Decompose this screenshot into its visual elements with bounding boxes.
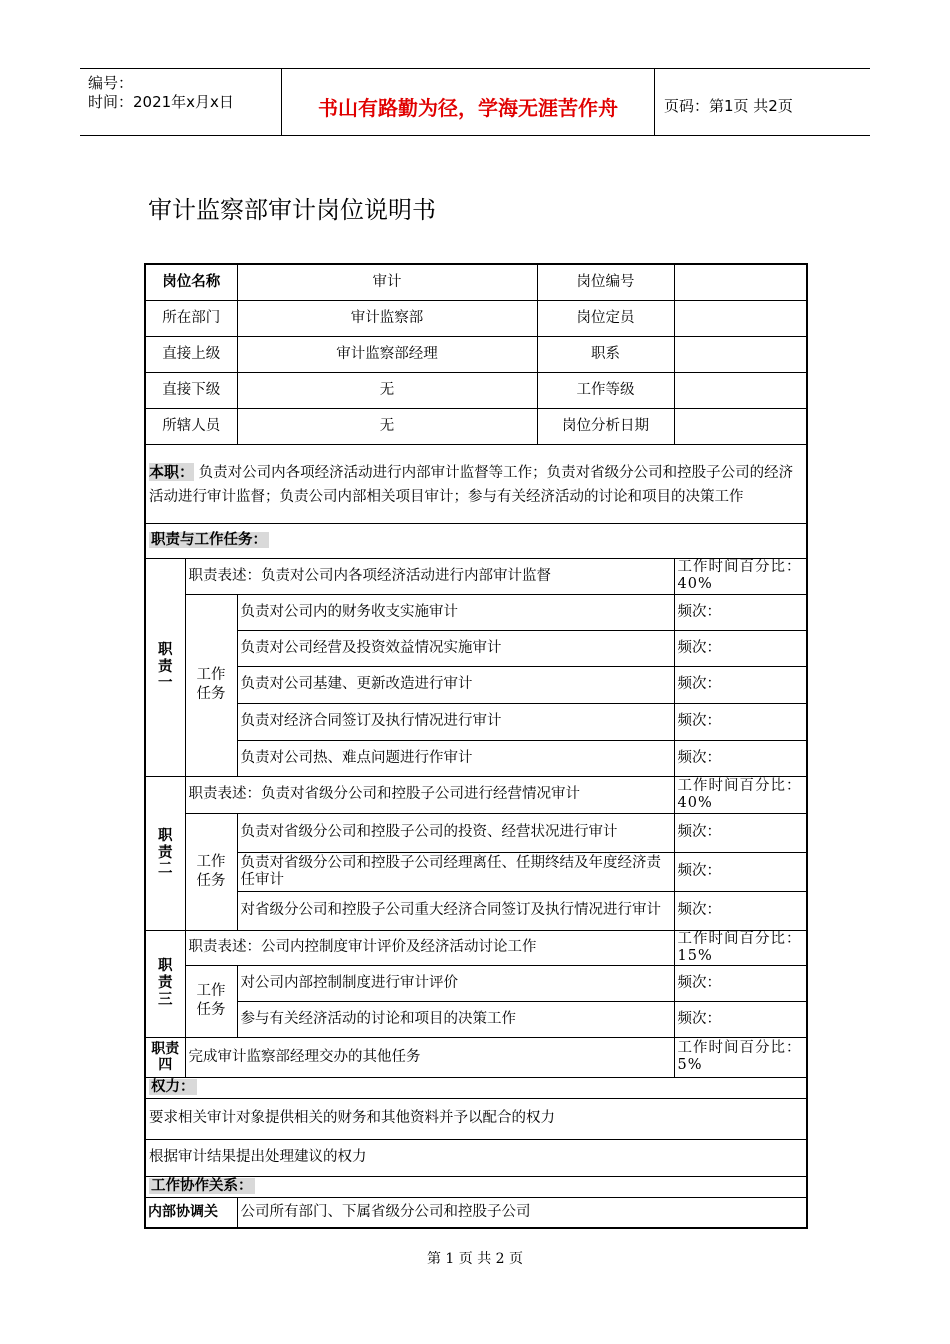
duty3-desc-row [145,930,807,965]
duties-title: 职责与工作任务： [151,532,267,549]
duty1-task-row [145,703,807,740]
value-position-name: 审计 [237,264,537,300]
header-top-rule [80,68,870,69]
duty2-task-1: 负责对省级分公司和控股子公司的投资、经营状况进行审计 [237,813,674,852]
duty4-percentage: 工作时间百分比：5% [674,1037,807,1077]
label-analysis-date: 岗位分析日期 [537,408,674,444]
duty1-label: 职责一 [145,558,185,776]
value-staff: 无 [237,408,537,444]
value-job-grade [674,372,807,408]
power-row [145,1098,807,1139]
duty1-task-2: 负责对公司经营及投资效益情况实施审计 [237,630,674,666]
power-item-1: 要求相关审计对象提供相关的财务和其他资料并予以配合的权力 [145,1098,807,1139]
value-supervisor: 审计监察部经理 [237,336,537,372]
duty2-task-row [145,813,807,852]
internal-relations-value: 公司所有部门、下属省级分公司和控股子公司 [237,1197,807,1228]
relations-title: 工作协作关系： [151,1178,253,1195]
duty1-task-1-frequency: 频次： [674,594,807,630]
summary-text: 负责对公司内各项经济活动进行内部审计监督等工作；负责对省级分公司和控股子公司的经济活动进行审计监督；负责公司内部相关项目审计；参与有关经济活动的讨论和项目的决策工作 [149,465,794,505]
duty4-row [145,1037,807,1077]
duty2-task-label: 工作任务 [185,813,237,930]
duty1-task-row [145,594,807,630]
basic-row-1 [145,264,807,300]
label-supervisor: 直接上级 [145,336,237,372]
duty1-task-row [145,666,807,703]
duty1-desc-row [145,558,807,594]
header-time-label: 时间：2021年x月x日 [88,93,234,111]
value-department: 审计监察部 [237,300,537,336]
duty2-percentage: 工作时间百分比：40% [674,776,807,813]
label-department: 所在部门 [145,300,237,336]
duty2-task-2: 负责对省级分公司和控股子公司经理离任、任期终结及年度经济责任审计 [237,852,674,891]
job-summary [145,444,807,523]
duty2-task-1-frequency: 频次： [674,813,807,852]
page-footer: 第 1 页 共 2 页 [426,1251,524,1267]
value-subordinate: 无 [237,372,537,408]
duty2-task-2-frequency: 频次： [674,852,807,891]
powers-title-row [145,1077,807,1098]
header-page-info: 页码：第1页 共2页 [664,97,793,115]
duty3-description: 职责表述：公司内控制度审计评价及经济活动讨论工作 [185,930,674,965]
value-position-code [674,264,807,300]
duty3-percentage: 工作时间百分比：15% [674,930,807,965]
label-job-grade: 工作等级 [537,372,674,408]
basic-row-4 [145,372,807,408]
header-number-label: 编号： [88,74,134,92]
internal-relations-label: 内部协调关 [145,1197,237,1228]
duty1-task-5: 负责对公司热、难点问题进行作审计 [237,740,674,776]
duty3-task-2-frequency: 频次： [674,1001,807,1037]
duty1-task-3-frequency: 频次： [674,666,807,703]
label-job-family: 职系 [537,336,674,372]
header-divider-right [654,68,655,135]
duty3-label: 职责三 [145,930,185,1037]
duty3-task-1: 对公司内部控制制度进行审计评价 [237,965,674,1001]
label-staff: 所辖人员 [145,408,237,444]
duty3-task-label: 工作任务 [185,965,237,1037]
basic-row-5 [145,408,807,444]
label-position-name: 岗位名称 [145,264,237,300]
basic-row-2 [145,300,807,336]
duty2-description: 职责表述：负责对省级分公司和控股子公司进行经营情况审计 [185,776,674,813]
header-bottom-rule [80,135,870,136]
duty3-task-row [145,1001,807,1037]
summary-label: 本职： [149,463,195,482]
header-motto: 书山有路勤为径，学海无涯苦作舟 [318,96,618,120]
power-item-2: 根据审计结果提出处理建议的权力 [145,1139,807,1176]
basic-row-3 [145,336,807,372]
label-subordinate: 直接下级 [145,372,237,408]
value-job-family [674,336,807,372]
label-position-code: 岗位编号 [537,264,674,300]
duty3-task-2: 参与有关经济活动的讨论和项目的决策工作 [237,1001,674,1037]
duty2-label: 职责二 [145,776,185,930]
internal-relations-row [145,1197,807,1228]
duty1-task-row [145,630,807,666]
duty1-task-label: 工作任务 [185,594,237,776]
power-row [145,1139,807,1176]
document-title: 审计监察部审计岗位说明书 [148,196,436,224]
duty2-desc-row [145,776,807,813]
duty1-percentage: 工作时间百分比：40% [674,558,807,594]
powers-title: 权力： [151,1079,195,1096]
duty1-task-4: 负责对经济合同签订及执行情况进行审计 [237,703,674,740]
relations-title-row [145,1176,807,1197]
duty1-task-5-frequency: 频次： [674,740,807,776]
label-headcount: 岗位定员 [537,300,674,336]
duty3-task-row [145,965,807,1001]
value-headcount [674,300,807,336]
duty1-task-3: 负责对公司基建、更新改造进行审计 [237,666,674,703]
job-description-table [144,263,808,1229]
duty2-task-row [145,891,807,930]
duty2-task-row [145,852,807,891]
duty1-task-2-frequency: 频次： [674,630,807,666]
duty4-label: 职责四 [145,1037,185,1077]
duty1-task-4-frequency: 频次： [674,703,807,740]
duty1-description: 职责表述：负责对公司内各项经济活动进行内部审计监督 [185,558,674,594]
duty2-task-3: 对省级分公司和控股子公司重大经济合同签订及执行情况进行审计 [237,891,674,930]
duties-title-row [145,523,807,558]
duty1-task-row [145,740,807,776]
summary-row [145,444,807,523]
duty1-task-1: 负责对公司内的财务收支实施审计 [237,594,674,630]
duty3-task-1-frequency: 频次： [674,965,807,1001]
duty4-description: 完成审计监察部经理交办的其他任务 [185,1037,674,1077]
duty2-task-3-frequency: 频次： [674,891,807,930]
value-analysis-date [674,408,807,444]
